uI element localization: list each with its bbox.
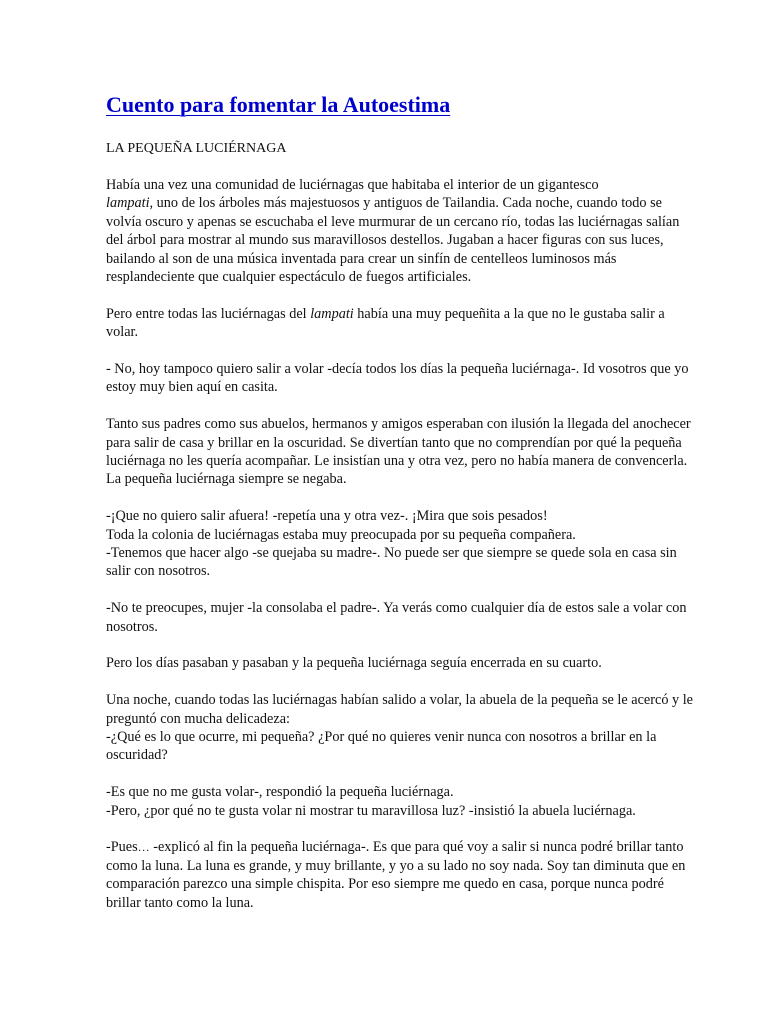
paragraph-2-emphasis: lampati	[310, 305, 354, 322]
paragraph-10-ellipsis: …	[137, 840, 150, 855]
paragraph-7: Pero los días pasaban y pasaban y la pequeña luciérnaga seguía encerrada en su cuarto.	[106, 655, 602, 672]
paragraph-8	[106, 691, 696, 765]
paragraph-9	[106, 783, 696, 820]
paragraph-2-text-b: había una muy pequeñita a la que no le gustaba salir a volar.	[106, 305, 665, 341]
paragraph-10-text-b: -explicó al fin la pequeña luciérnaga-. Es que para qué voy a salir si nunca podré brillar tanto como la luna. La luna es grande, y muy brillante, y yo a su lado no soy nada. Soy tan diminuta que en comparación parezco una simple chispita. Por eso siempre me quedo en casa, porque nunca podré brillar tanto como la luna.	[106, 839, 686, 911]
paragraph-1-text-a: Había una vez una comunidad de luciérnagas que habitaba el interior de un gigantesco	[106, 177, 599, 193]
paragraph-1	[106, 176, 696, 286]
paragraph-5-line-3: -Tenemos que hacer algo -se quejaba su madre-. No puede ser que siempre se quede sola en casa sin salir con nosotros.	[106, 545, 677, 580]
document-page	[106, 90, 696, 912]
paragraph-10	[106, 838, 696, 912]
story-title: LA PEQUEÑA LUCIÉRNAGA	[106, 141, 287, 156]
paragraph-9-line-1: -Es que no me gusta volar-, respondió la pequeña luciérnaga.	[106, 784, 454, 801]
paragraph-4: Tanto sus padres como sus abuelos, hermanos y amigos esperaban con ilusión la llegada del anochecer para salir de casa y brillar en la oscuridad. Se divertían tanto que no comprendían por qué la pequeña luciérnaga no les quería acompañar. Le insistían una y otra vez, pero no había manera de convencerla. La pequeña luciérnaga siempre se negaba.	[106, 416, 691, 488]
paragraph-1-emphasis: lampati	[106, 195, 150, 212]
paragraph-8-line-2: -¿Qué es lo que ocurre, mi pequeña? ¿Por qué no quieres venir nunca con nosotros a brillar en la oscuridad?	[106, 729, 657, 764]
paragraph-9-line-2: -Pero, ¿por qué no te gusta volar ni mostrar tu maravillosa luz? -insistió la abuela luciérnaga.	[106, 802, 636, 819]
paragraph-1-text-b: , uno de los árboles más majestuosos y antiguos de Tailandia. Cada noche, cuando todo se volvía oscuro y apenas se escuchaba el leve murmurar de un cercano río, todas las luciérnagas salían del árbol para mostrar al mundo sus maravillosos destellos. Jugaban a hacer figuras con sus luces, bailando al son de una música inventada para crear un sinfín de centelleos luminosos más resplandeciente que cualquier espectáculo de fuegos artificiales.	[106, 195, 680, 286]
paragraph-5-line-2: Toda la colonia de luciérnagas estaba muy preocupada por su pequeña compañera.	[106, 526, 576, 543]
paragraph-5	[106, 507, 696, 581]
paragraph-10-text-a: -Pues	[106, 839, 138, 856]
paragraph-8-line-1: Una noche, cuando todas las luciérnagas habían salido a volar, la abuela de la pequeña se le acercó y le preguntó con mucha delicadeza:	[106, 692, 693, 727]
paragraph-3: - No, hoy tampoco quiero salir a volar -decía todos los días la pequeña luciérnaga-. Id vosotros que yo estoy muy bien aquí en casita.	[106, 361, 689, 396]
paragraph-2-text-a: Pero entre todas las luciérnagas del	[106, 305, 311, 322]
paragraph-5-line-1: -¡Que no quiero salir afuera! -repetía una y otra vez-. ¡Mira que sois pesados!	[106, 508, 548, 525]
title-link[interactable]: Cuento para fomentar la Autoestima	[106, 92, 451, 117]
document-title	[106, 90, 696, 120]
paragraph-2	[106, 305, 696, 342]
paragraph-6: -No te preocupes, mujer -la consolaba el padre-. Ya verás como cualquier día de estos sale a volar con nosotros.	[106, 600, 687, 635]
